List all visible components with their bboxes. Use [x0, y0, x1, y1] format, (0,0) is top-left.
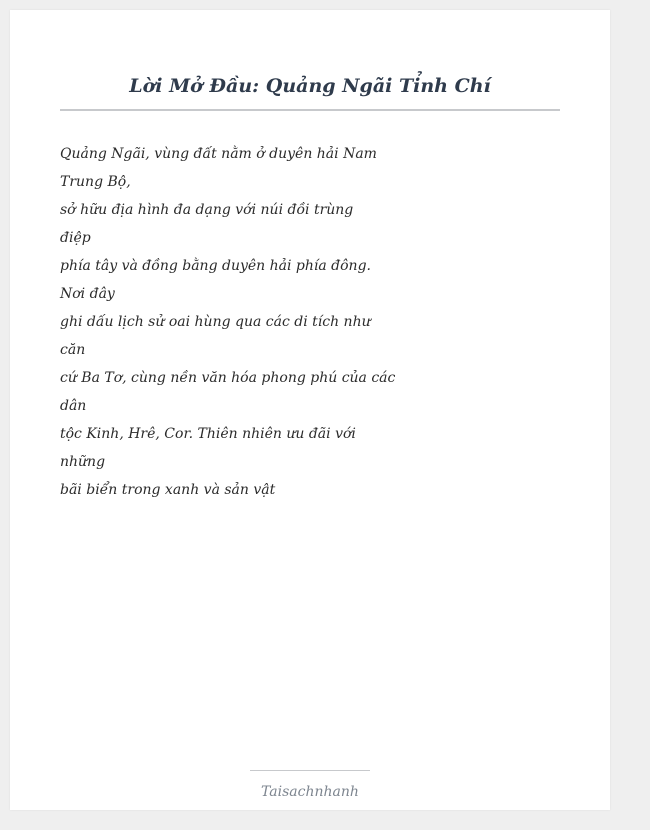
footer-brand: Taisachnhanh — [261, 784, 359, 800]
text-line: căn — [60, 342, 86, 358]
text-line: dân — [60, 398, 87, 414]
text-line: tộc Kinh, Hrê, Cor. Thiên nhiên ưu đãi với — [60, 426, 356, 442]
text-line: Trung Bộ, — [60, 174, 131, 190]
text-line: phía tây và đồng bằng duyên hải phía đông. — [60, 258, 371, 274]
text-line: điệp — [60, 230, 91, 246]
text-line: sở hữu địa hình đa dạng với núi đồi trùng — [60, 202, 354, 218]
text-line: bãi biển trong xanh và sản vật — [60, 482, 276, 498]
text-line: những — [60, 454, 106, 470]
text-line: cứ Ba Tơ, cùng nền văn hóa phong phú của các — [60, 370, 396, 386]
document-page — [10, 10, 610, 810]
text-line: Nơi đây — [60, 286, 115, 302]
footer-divider — [250, 770, 370, 771]
page-title: Lời Mở Đầu: Quảng Ngãi Tỉnh Chí — [129, 75, 491, 97]
title-divider — [60, 109, 560, 111]
body-text — [60, 140, 396, 504]
text-line: ghi dấu lịch sử oai hùng qua các di tích như — [60, 314, 371, 330]
text-line: Quảng Ngãi, vùng đất nằm ở duyên hải Nam — [60, 146, 377, 162]
